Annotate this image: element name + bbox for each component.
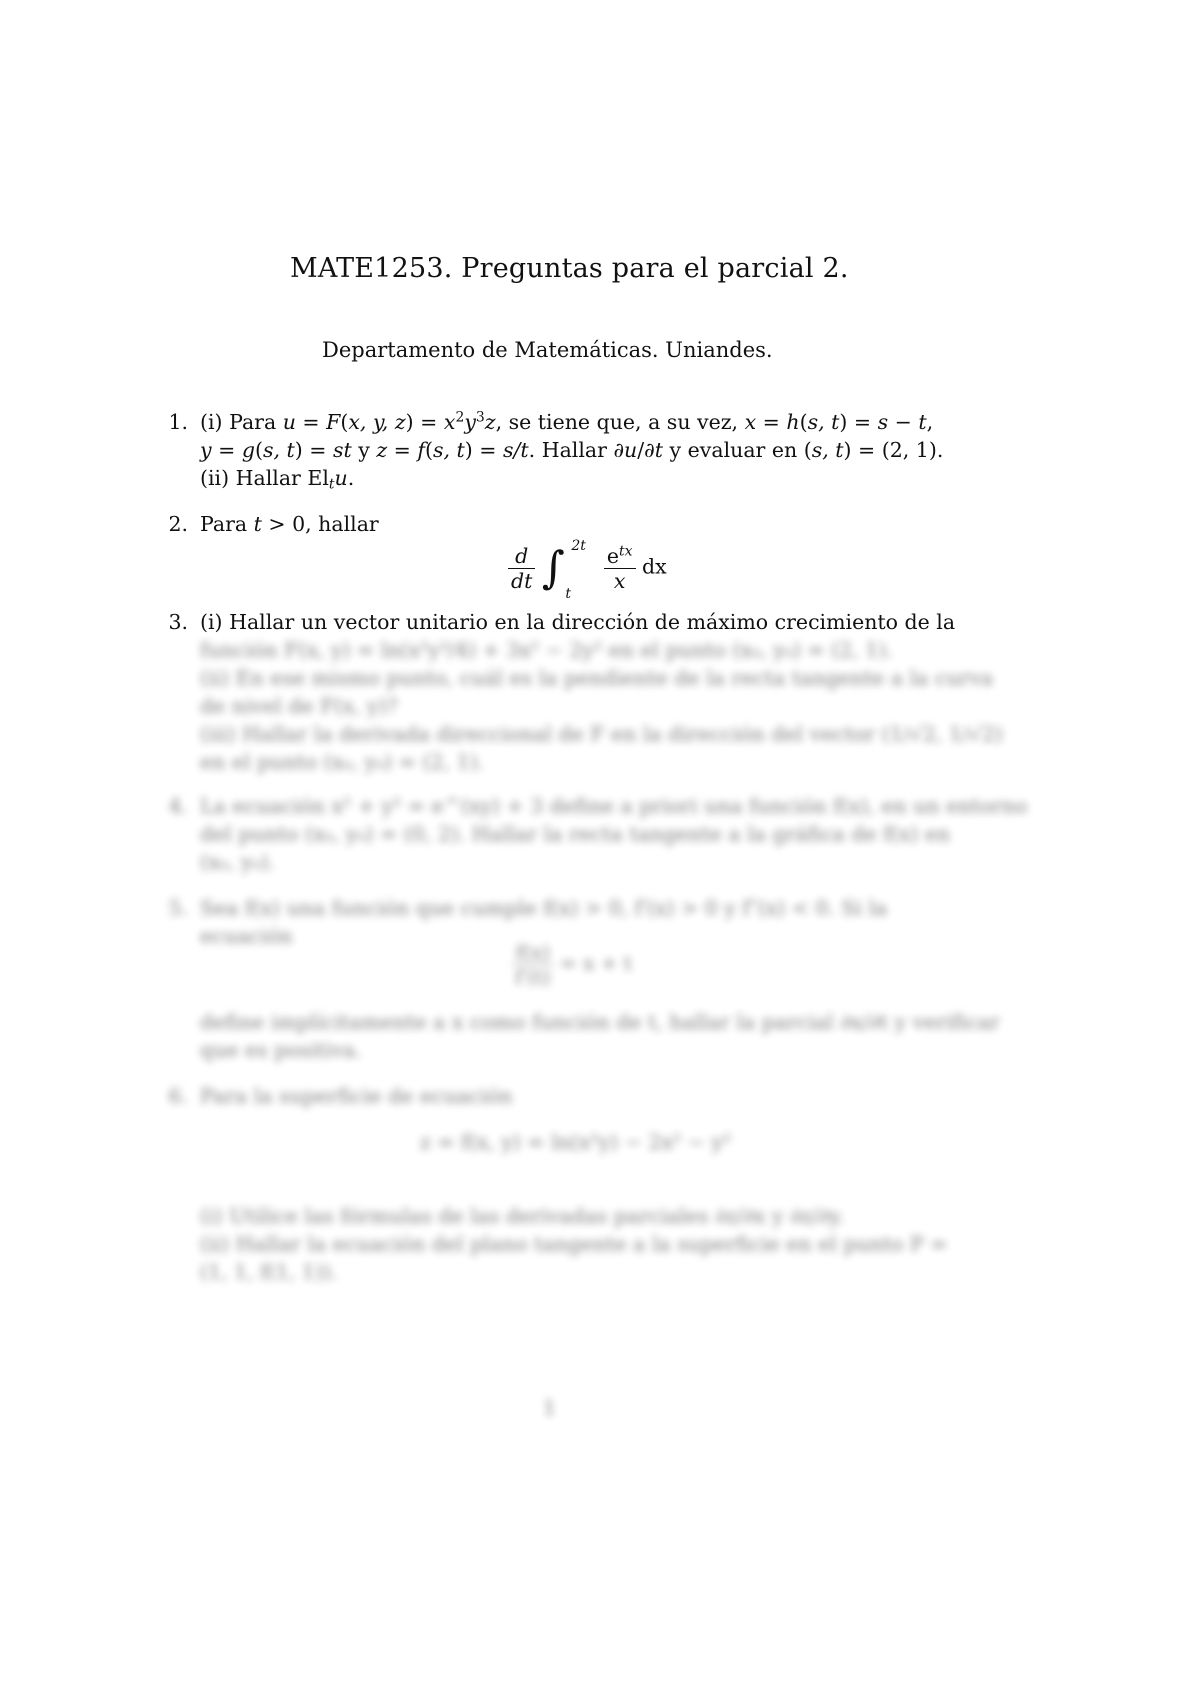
question-3-line-3: (ii) En ese mismo punto, cuál es la pendiente de la recta tangente a la curva [200,666,994,690]
question-3-line-6: en el punto (x₀, y₀) = (2, 1). [200,750,485,774]
question-number: 1. [168,410,188,434]
question-1-line-3: (ii) Hallar $El_tu$. [200,466,355,493]
differential: dx [642,554,667,579]
question-4-line-2: del punto (x₀, y₀) = (0, 2). Hallar la recta tangente a la gráfica de f(x) en [200,822,951,846]
question-3-line-4: de nivel de F(x, y)? [200,694,398,718]
question-number: 5. [168,896,188,920]
question-number: 3. [168,610,188,634]
document-subtitle: Departamento de Matemáticas. Uniandes. [322,338,773,362]
question-3-line-2: función F(x, y) = ln(x²y³/4) + 3x² − 2y² en el punto (x₀, y₀) = (2, 1). [200,638,893,662]
question-5-line-1: Sea f(x) una función que cumple f(x) > 0, f′(x) > 0 y f″(x) < 0. Si la [200,896,888,920]
question-6-line-1: Para la superficie de ecuación [200,1084,513,1108]
question-2-formula [508,538,667,602]
question-number: 4. [168,794,188,818]
question-5-line-2: ecuación [200,924,293,948]
question-2-line-1: Para t > 0, hallar [200,512,379,536]
question-5-line-3: define implícitamente a x como función de t, hallar la parcial ∂x/∂t y verificar [200,1010,1000,1034]
question-6-formula: z = f(x, y) = ln(x²y) − 2x² − y² [420,1130,732,1154]
integral-lower-limit: t [565,586,572,602]
question-6-line-2: (i) Utilice las fórmulas de las derivadas parciales ∂z/∂x y ∂z/∂y. [200,1204,845,1228]
derivative-operator: $\frac{d}{dt}$ [508,544,535,593]
page-number: 1 [543,1396,557,1420]
question-4-line-1: La ecuación x² + y² = e^(xy) + 3 define a priori una función f(x), en un entorno [200,794,1028,818]
question-3-line-1: (i) Hallar un vector unitario en la dirección de máximo crecimiento de la [200,610,956,634]
integrand: $\frac{e^{tx}}{x}$ [604,544,636,593]
question-6-line-3: (ii) Hallar la ecuación del plano tangente a la superficie en el punto P = [200,1232,948,1256]
document-title: MATE1253. Preguntas para el parcial 2. [290,253,849,284]
question-6-line-4: (1, 1, f(1, 1)). [200,1260,338,1284]
question-1-line-1: (i) Para u = F(x, y, $z) = x^2y^3z$, se tiene que, a su vez, x = h(s, t) = s − t, [200,409,934,434]
question-5-formula: $\frac{f(x)}{f'(t)}$ = x + t [512,940,632,989]
question-1-line-2: y = g(s, t) = st y z = f(s, t) = s/t. Hallar ∂u/∂t y evaluar en (s, t) = (2, 1). [200,438,944,462]
question-number: 2. [168,512,188,536]
question-number: 6. [168,1084,188,1108]
integral-sign: ∫ [541,542,565,594]
question-3-line-5: (iii) Hallar la derivada direccional de F en la dirección del vector (1/√2, 1/√2) [200,722,1003,746]
integral-upper-limit: 2t [571,538,586,554]
question-5-line-4: que es positiva. [200,1038,362,1062]
question-4-line-3: (x₀, y₀). [200,850,276,874]
